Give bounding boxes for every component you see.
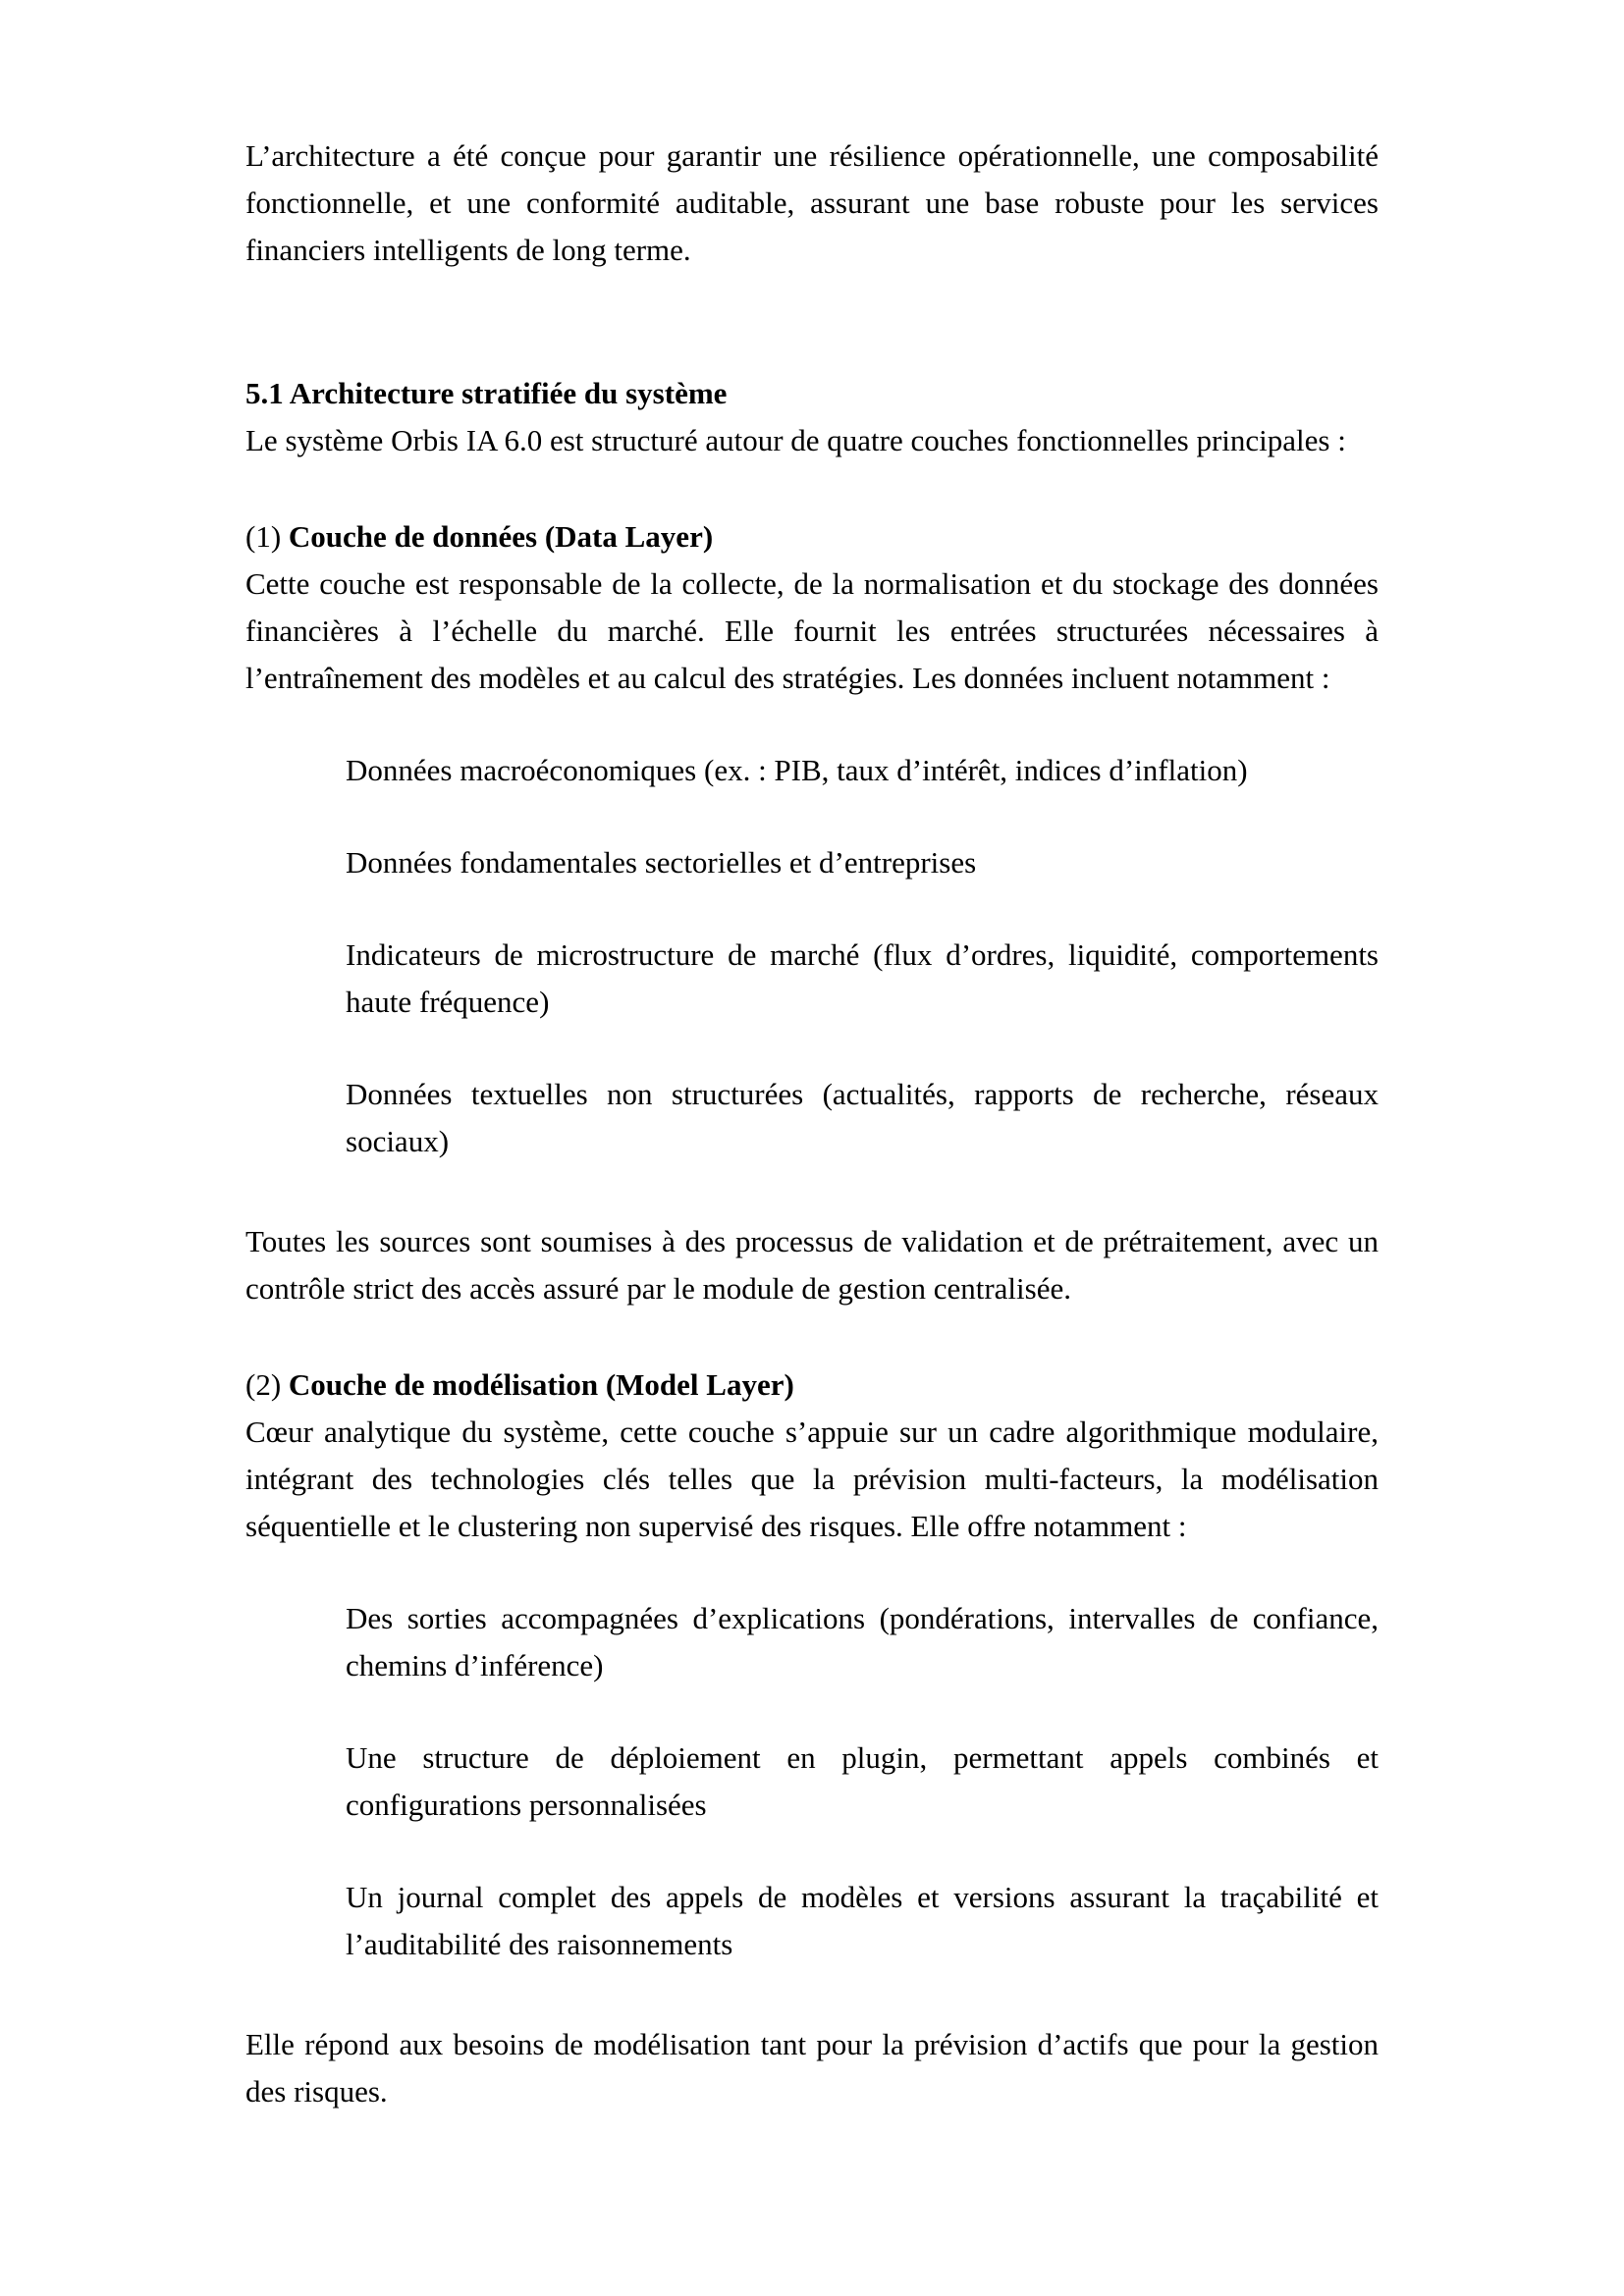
layer-2-title [245,1362,1379,1409]
layer-2-body: Cœur analytique du système, cette couche s’appuie sur un cadre algorithmique modulaire, intégrant des technologies clés telles que la prévision multi-facteurs, la modélisation séquentielle et le clustering non supervisé des risques. Elle offre notamment : [245,1415,1379,1543]
section-lead: Le système Orbis IA 6.0 est structuré autour de quatre couches fonctionnelles principales : [245,423,1346,457]
layer-1-data-list [245,747,1379,1165]
layer-2-title-text: Couche de modélisation (Model Layer) [288,1367,794,1402]
layer-2-data-list [245,1595,1379,1968]
list-item: Une structure de déploiement en plugin, permettant appels combinés et configurations personnalisées [346,1740,1379,1822]
list-item: Données textuelles non structurées (actualités, rapports de recherche, réseaux sociaux) [346,1077,1379,1158]
list-item: Données fondamentales sectorielles et d’entreprises [346,845,977,880]
layer-1-footer: Toutes les sources sont soumises à des processus de validation et de prétraitement, avec un contrôle strict des accès assuré par le module de gestion centralisée. [245,1224,1379,1306]
list-item: Données macroéconomiques (ex. : PIB, taux d’intérêt, indices d’inflation) [346,753,1248,787]
list-item: Des sorties accompagnées d’explications (pondérations, intervalles de confiance, chemins d’inférence) [346,1601,1379,1682]
layer-1-marker: (1) [245,519,289,554]
list-item: Un journal complet des appels de modèles et versions assurant la traçabilité et l’auditabilité des raisonnements [346,1880,1379,1961]
layer-2-footer: Elle répond aux besoins de modélisation tant pour la prévision d’actifs que pour la gestion des risques. [245,2027,1379,2109]
layer-1-title-text: Couche de données (Data Layer) [288,519,714,554]
section-heading: 5.1 Architecture stratifiée du système [245,376,728,410]
layer-2-marker: (2) [245,1367,289,1402]
list-item: Indicateurs de microstructure de marché (flux d’ordres, liquidité, comportements haute fréquence) [346,937,1379,1019]
layer-1-body: Cette couche est responsable de la collecte, de la normalisation et du stockage des données financières à l’échelle du marché. Elle fournit les entrées structurées nécessaires à l’entraînement des modèles et au calcul des stratégies. Les données incluent notamment : [245,566,1379,695]
intro-paragraph: L’architecture a été conçue pour garantir une résilience opérationnelle, une composabilité fonctionnelle, et une conformité auditable, assurant une base robuste pour les services financiers intelligents de long terme. [245,138,1379,267]
layer-1-title [245,513,1379,561]
